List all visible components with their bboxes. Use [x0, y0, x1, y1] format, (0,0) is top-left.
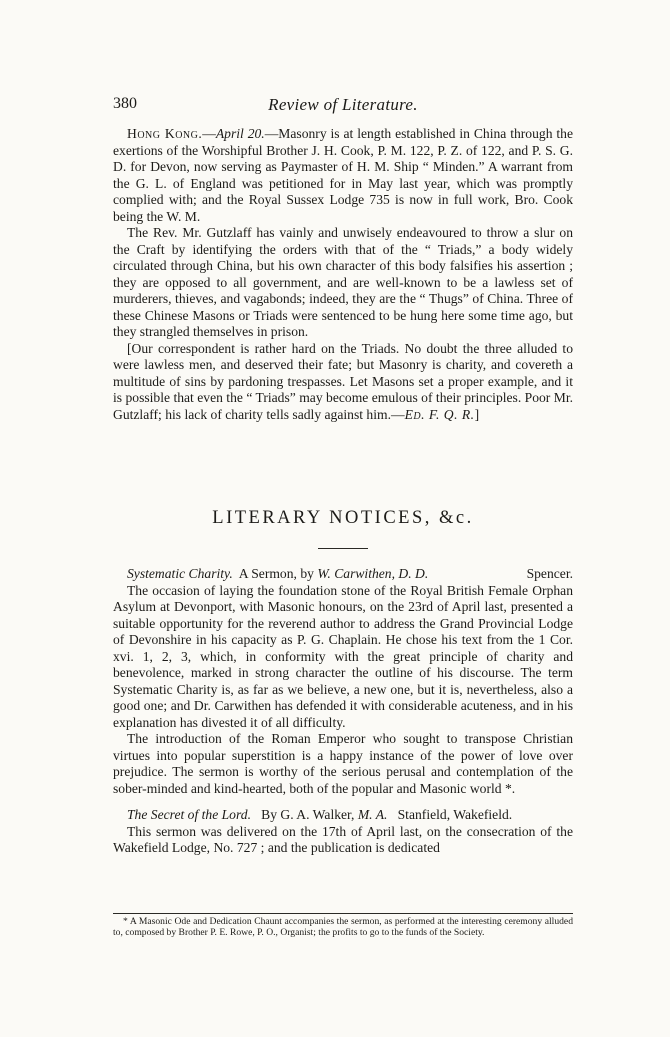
- notice-heading: [113, 566, 573, 583]
- page-number: 380: [113, 95, 137, 112]
- notice-heading: [113, 807, 573, 824]
- literary-notices: [113, 566, 573, 857]
- footnote: [113, 916, 573, 938]
- footnote-rule: [113, 913, 573, 914]
- section-title: LITERARY NOTICES, &c.: [212, 508, 474, 528]
- notice-title: Systematic Charity.: [127, 566, 233, 581]
- notice-title: The Secret of the Lord.: [127, 807, 251, 822]
- hong-kong-paragraph: Hong Kong.—April 20.—Masonry is at length established in China through the exertions of the Worshipful Brother J. H. Cook, P. M. 122, P. Z. of 122, and P. S. G. D. for Devon, now serving as Paymaster of H. M. Ship “ Minden.” A warrant from the G. L. of England was petitioned for in May last year, which was promptly complied with; and the Royal Sussex Lodge 735 is now in full work, Bro. Cook being the W. M.: [113, 126, 573, 224]
- gutzlaff-paragraph: The Rev. Mr. Gutzlaff has vainly and unwisely endeavoured to throw a slur on the Craft by identifying the orders with that of the “ Triads,” a body widely circulated through China, but his own character of this body falsifies his assertion ; they are opposed to all government, and are well-known to be a lawless set of murderers, thieves, and vagabonds; indeed, they are the “ Thugs” of China. Three of these Chinese Masons or Triads were sentenced to be hung here some time ago, but they strangled themselves in prison.: [113, 225, 573, 339]
- notice-paragraph: The introduction of the Roman Emperor who sought to transpose Christian virtues into popular superstition is a happy instance of the power of love over prejudice. The sermon is worthy of the serious perusal and contemplation of the sober-minded and kind-hearted, both of the popular and Masonic world *.: [113, 731, 573, 796]
- notice-paragraph: This sermon was delivered on the 17th of April last, on the consecration of the Wakefield Lodge, No. 727 ; and the publication is dedicated: [113, 823, 573, 855]
- notice-description: A Sermon, by: [238, 566, 314, 581]
- section-rule: [318, 548, 368, 549]
- notice-byline: By G. A. Walker,: [261, 807, 355, 822]
- notice-degree: M. A.: [357, 807, 388, 822]
- hong-kong-text: Masonry is at length established in China through the exertions of the Worshipful Brother J. H. Cook, P. M. 122, P. Z. of 122, and P. S. G. D. for Devon, now serving as Paymaster of H. M. Ship “ Minden.” A warrant from the G. L. of England was petitioned for in May last year, which was promptly complied with; and the Royal Sussex Lodge 735 is now in full work, Bro. Cook being the W. M.: [113, 126, 573, 224]
- notice-publisher: Spencer.: [526, 566, 573, 581]
- footnote-text: * A Masonic Ode and Dedication Chaunt accompanies the sermon, as performed at the interesting ceremony alluded to, composed by Brother P. E. Rowe, P. O., Organist; the profits to go to the funds of the Society.: [113, 916, 573, 938]
- dateline: April 20.: [215, 126, 265, 141]
- notice-author: W. Carwithen, D. D.: [317, 566, 429, 581]
- running-title: Review of Literature.: [268, 95, 418, 114]
- notice-publisher: Stanfield, Wakefield.: [397, 807, 513, 822]
- editor-note: [113, 341, 573, 424]
- spacer: [113, 797, 573, 807]
- editor-note-text: [Our correspondent is rather hard on the Triads. No doubt the three alluded to were lawless men, and deserved their fate; but Masonry is charity, and covereth a multitude of sins by pardoning trespasses. Let Masons set a proper example, and it is possible that even the “ Triads” may become emulous of their principles. Poor Mr. Gutzlaff; his lack of charity tells sadly against him.—: [113, 340, 573, 422]
- page-header: [113, 95, 573, 119]
- notice-paragraph: The occasion of laying the foundation stone of the Royal British Female Orphan Asylum at Devonport, with Masonic honours, on the 23rd of April last, presented a suitable opportunity for the reverend author to address the Grand Provincial Lodge of Devonshire in his capacity as P. G. Chaplain. He chose his text from the 1 Cor. xvi. 1, 2, 3, which, in conformity with the great principle of charity and benevolence, marked in strong character the outline of his discourse. The term Systematic Charity is, as far as we believe, a new one, but it is, nevertheless, also a good one; and Dr. Carwithen has defended it with considerable acuteness, and in his explanation has divested it of all difficulty.: [113, 582, 573, 730]
- place-name: Hong Kong.: [127, 126, 203, 141]
- editor-signature: Ed. F. Q. R.: [404, 406, 475, 422]
- editor-note-close: ]: [474, 406, 480, 422]
- article-body: [113, 126, 573, 423]
